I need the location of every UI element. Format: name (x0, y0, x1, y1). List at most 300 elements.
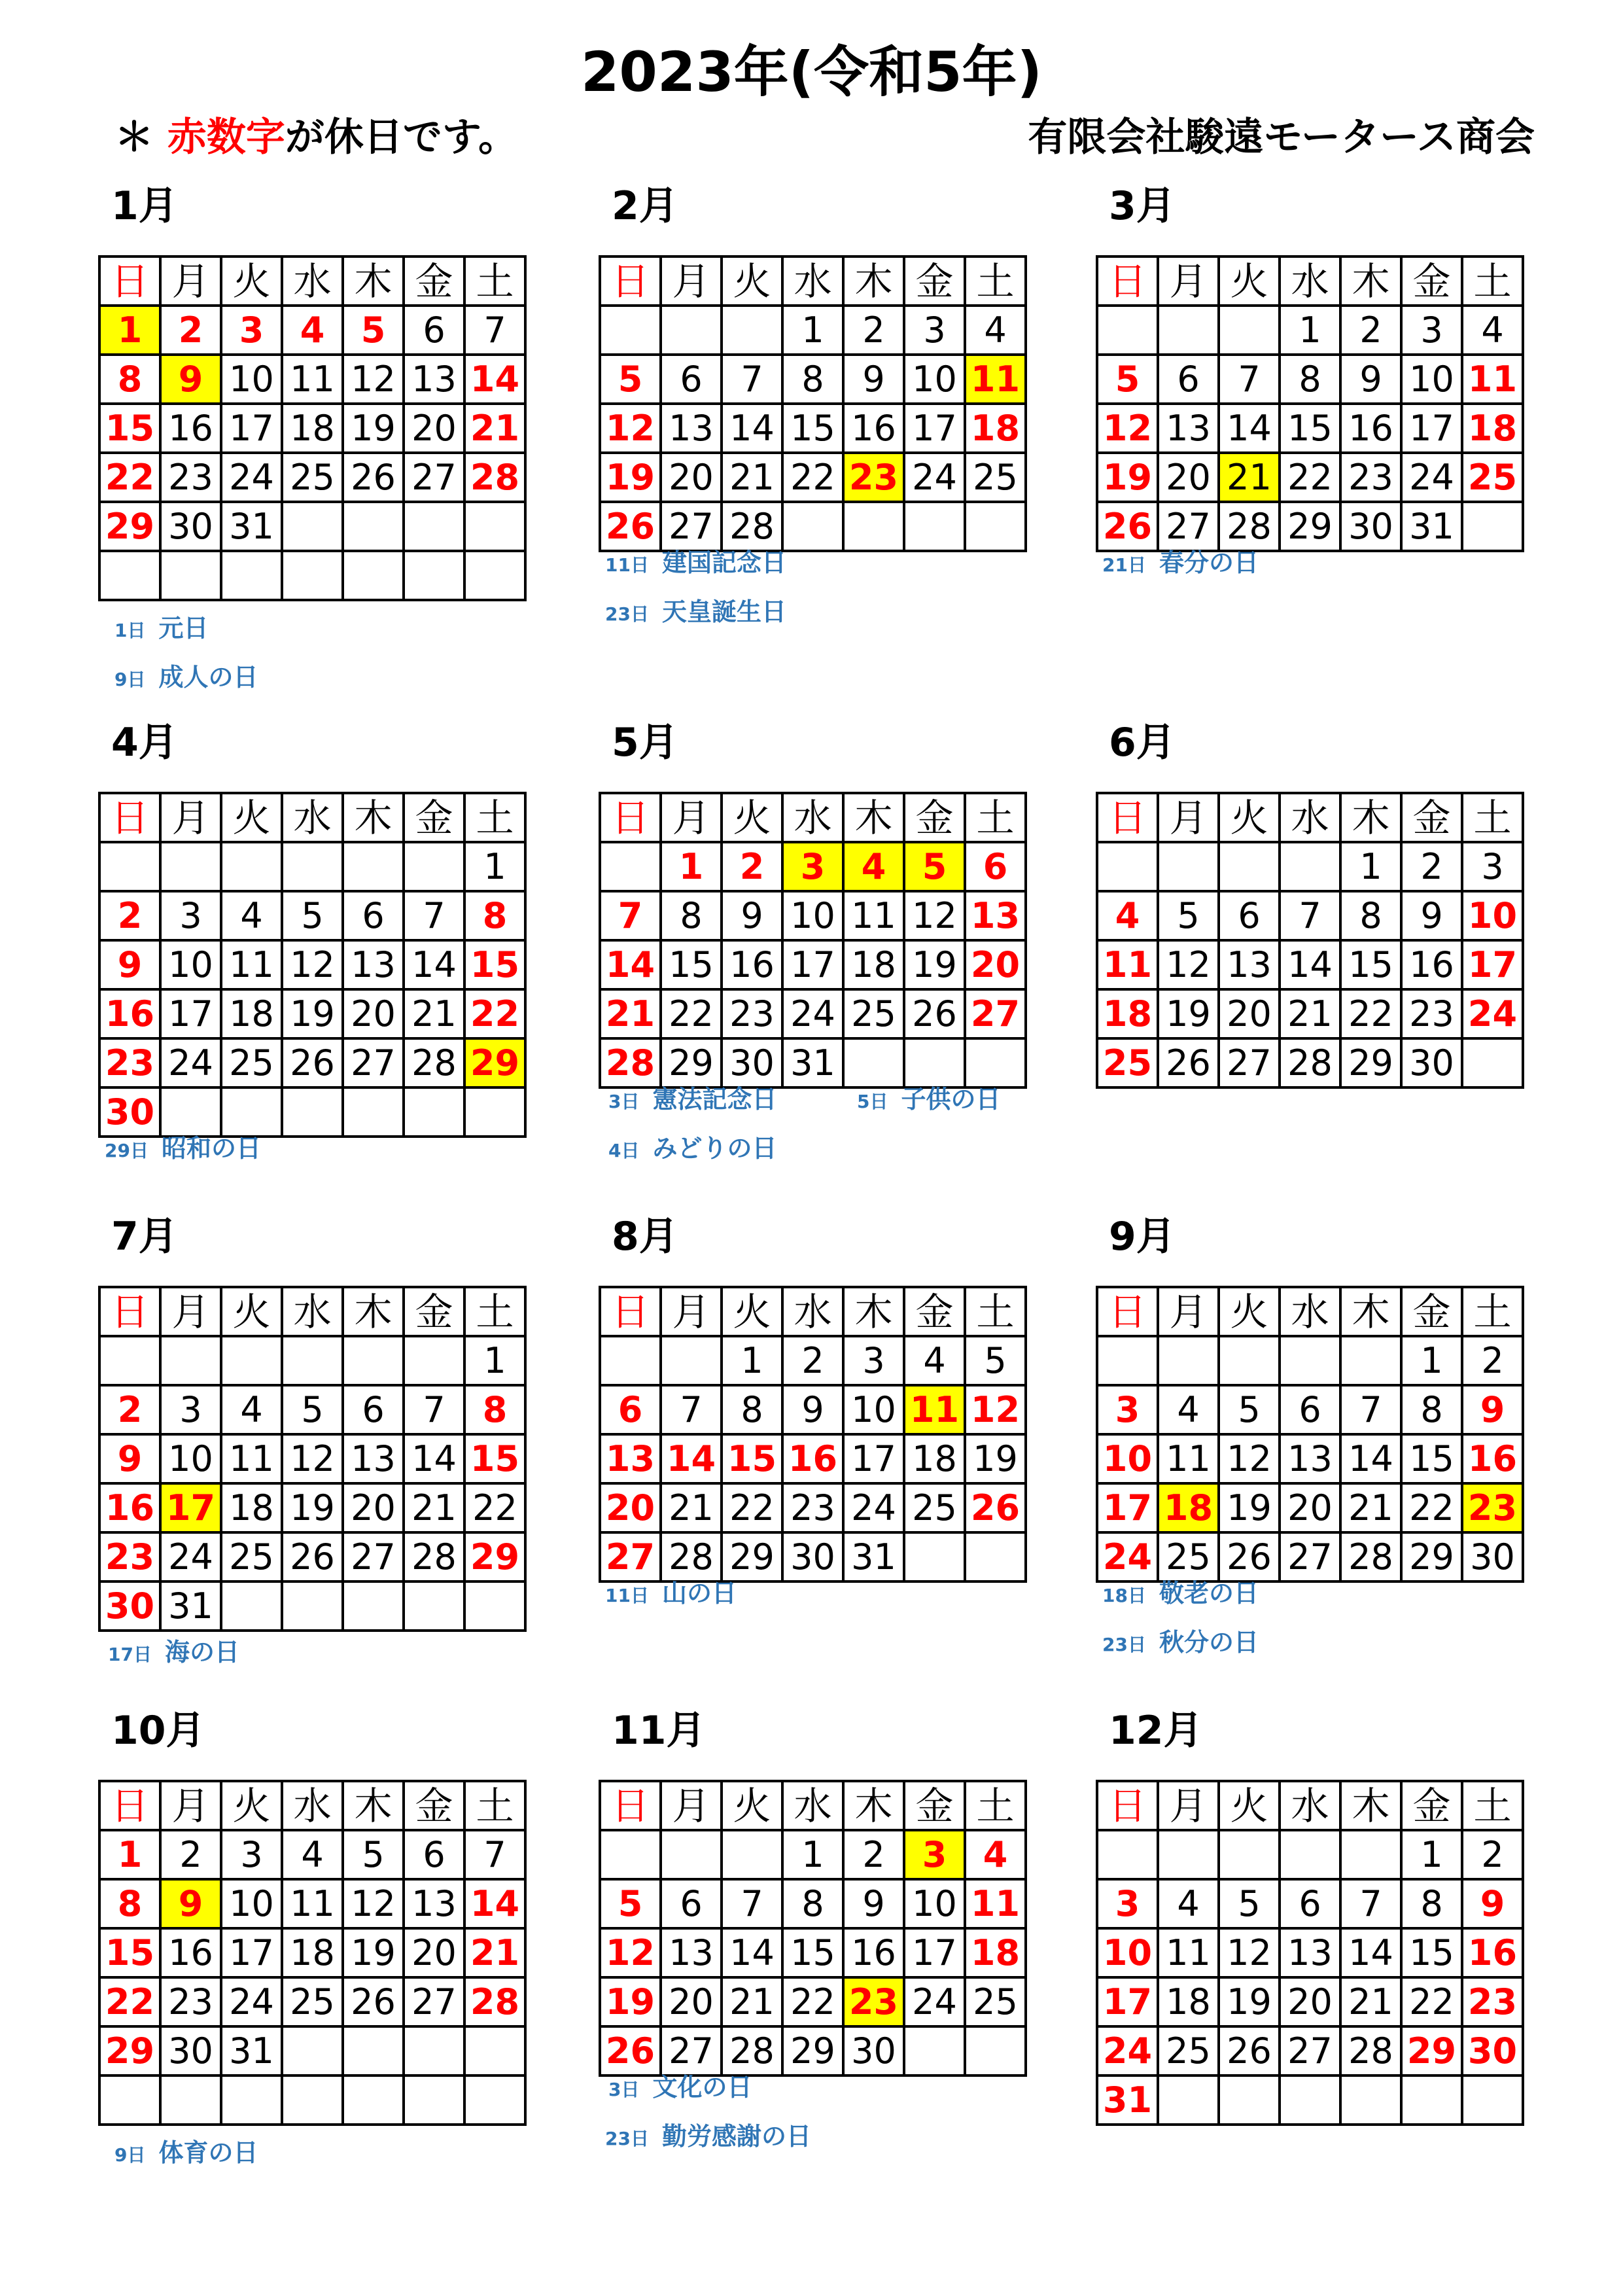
week-row (1097, 453, 1523, 502)
empty-cell (843, 502, 904, 551)
day-cell: 16 (1340, 404, 1401, 453)
day-cell: 7 (1219, 355, 1280, 404)
day-cell: 16 (782, 1434, 843, 1483)
day-cell: 1 (782, 306, 843, 355)
day-cell: 3 (904, 1830, 965, 1879)
day-cell: 1 (99, 1830, 160, 1879)
day-cell: 21 (1340, 1977, 1401, 2026)
day-cell: 17 (904, 404, 965, 453)
empty-cell (1158, 306, 1219, 355)
day-cell: 27 (404, 453, 464, 502)
day-cell: 3 (221, 1830, 282, 1879)
month-calendar-table (1096, 792, 1524, 1089)
day-cell: 10 (904, 355, 965, 404)
weekday-header: 水 (1280, 1287, 1340, 1336)
week-row (1097, 355, 1523, 404)
day-cell: 29 (99, 502, 160, 551)
day-cell: 3 (1097, 1385, 1158, 1434)
day-cell: 12 (343, 355, 404, 404)
weekday-header: 土 (965, 256, 1026, 306)
day-cell: 23 (843, 1977, 904, 2026)
week-row (99, 453, 525, 502)
day-cell: 27 (1219, 1038, 1280, 1087)
empty-cell (282, 1336, 343, 1385)
day-cell: 22 (1401, 1977, 1462, 2026)
day-cell: 25 (221, 1532, 282, 1581)
day-cell: 26 (1097, 502, 1158, 551)
holiday-note-day: 3日 (608, 1091, 640, 1112)
day-cell: 19 (1158, 989, 1219, 1038)
day-cell: 11 (1158, 1928, 1219, 1977)
day-cell: 21 (404, 989, 464, 1038)
day-cell: 22 (1280, 453, 1340, 502)
holiday-note (108, 1633, 239, 1674)
month-title: 11月 (612, 1708, 706, 1754)
empty-cell (1219, 1830, 1280, 1879)
empty-cell (404, 551, 464, 600)
weekday-header: 金 (404, 256, 464, 306)
empty-cell (343, 2075, 404, 2125)
day-cell: 19 (600, 453, 661, 502)
day-cell: 1 (1401, 1336, 1462, 1385)
empty-cell (404, 502, 464, 551)
weekday-header: 月 (1158, 793, 1219, 842)
empty-cell (99, 551, 160, 600)
day-cell: 8 (464, 891, 525, 940)
day-cell: 21 (1219, 453, 1280, 502)
weekday-header: 水 (282, 1781, 343, 1830)
day-cell: 12 (904, 891, 965, 940)
day-cell: 15 (464, 1434, 525, 1483)
day-cell: 17 (221, 404, 282, 453)
day-cell: 3 (843, 1336, 904, 1385)
holiday-note (605, 2117, 811, 2159)
weekday-header: 土 (464, 793, 525, 842)
week-row (1097, 404, 1523, 453)
weekday-header: 木 (843, 256, 904, 306)
day-cell: 21 (1280, 989, 1340, 1038)
week-row (99, 2075, 525, 2125)
day-cell: 2 (1462, 1830, 1523, 1879)
day-cell: 11 (1462, 355, 1523, 404)
day-cell: 7 (1340, 1879, 1401, 1928)
empty-cell (1158, 2075, 1219, 2125)
day-cell: 13 (1280, 1434, 1340, 1483)
empty-cell (221, 1336, 282, 1385)
day-cell: 10 (904, 1879, 965, 1928)
empty-cell (160, 2075, 221, 2125)
empty-cell (343, 1336, 404, 1385)
empty-cell (1462, 1038, 1523, 1087)
day-cell: 2 (843, 1830, 904, 1879)
day-cell: 8 (661, 891, 722, 940)
holiday-note-name: 憲法記念日 (652, 1085, 777, 1114)
weekday-header: 日 (600, 256, 661, 306)
day-cell: 25 (965, 453, 1026, 502)
day-cell: 21 (722, 453, 782, 502)
day-cell: 26 (343, 453, 404, 502)
day-cell: 9 (1340, 355, 1401, 404)
day-cell: 17 (160, 989, 221, 1038)
empty-cell (160, 551, 221, 600)
day-cell: 31 (160, 1581, 221, 1631)
day-cell: 8 (99, 355, 160, 404)
day-cell: 18 (1158, 1483, 1219, 1532)
company-name: 有限会社駿遠モータース商会 (1028, 115, 1535, 160)
empty-cell (464, 1087, 525, 1137)
empty-cell (1280, 842, 1340, 891)
week-row (1097, 1385, 1523, 1434)
week-row (1097, 1928, 1523, 1977)
holiday-note-day: 18日 (1102, 1585, 1146, 1606)
day-cell: 18 (965, 1928, 1026, 1977)
empty-cell (343, 2026, 404, 2075)
day-cell: 30 (722, 1038, 782, 1087)
day-cell: 16 (1462, 1434, 1523, 1483)
day-cell: 25 (843, 989, 904, 1038)
week-row (1097, 842, 1523, 891)
weekday-header: 金 (1401, 1781, 1462, 1830)
month-title: 8月 (612, 1214, 678, 1260)
week-row (99, 1928, 525, 1977)
month-calendar-table (599, 792, 1027, 1089)
day-cell: 13 (661, 404, 722, 453)
empty-cell (1158, 1830, 1219, 1879)
weekday-header: 月 (661, 1781, 722, 1830)
day-cell: 28 (722, 2026, 782, 2075)
day-cell: 2 (160, 1830, 221, 1879)
weekday-header: 水 (282, 793, 343, 842)
day-cell: 2 (782, 1336, 843, 1385)
day-cell: 31 (221, 502, 282, 551)
day-cell: 16 (99, 989, 160, 1038)
week-row (99, 1977, 525, 2026)
day-cell: 28 (1340, 1532, 1401, 1581)
day-cell: 19 (282, 1483, 343, 1532)
day-cell: 27 (404, 1977, 464, 2026)
day-cell: 14 (1340, 1434, 1401, 1483)
weekday-header: 火 (722, 1287, 782, 1336)
weekday-header: 水 (1280, 793, 1340, 842)
day-cell: 27 (343, 1038, 404, 1087)
day-cell: 11 (1158, 1434, 1219, 1483)
empty-cell (600, 1336, 661, 1385)
day-cell: 25 (282, 1977, 343, 2026)
empty-cell (404, 1087, 464, 1137)
week-row (600, 1879, 1026, 1928)
empty-cell (221, 842, 282, 891)
day-cell: 16 (843, 404, 904, 453)
holiday-note-name: 秋分の日 (1159, 1628, 1259, 1657)
day-cell: 19 (904, 940, 965, 989)
day-cell: 2 (160, 306, 221, 355)
day-cell: 22 (661, 989, 722, 1038)
day-cell: 12 (1219, 1928, 1280, 1977)
empty-cell (343, 1087, 404, 1137)
day-cell: 22 (464, 989, 525, 1038)
day-cell: 6 (965, 842, 1026, 891)
day-cell: 30 (160, 502, 221, 551)
day-cell: 19 (1097, 453, 1158, 502)
day-cell: 19 (965, 1434, 1026, 1483)
week-row (99, 1830, 525, 1879)
day-cell: 26 (343, 1977, 404, 2026)
day-cell: 24 (221, 1977, 282, 2026)
day-cell: 24 (782, 989, 843, 1038)
day-cell: 4 (1097, 891, 1158, 940)
empty-cell (221, 551, 282, 600)
weekday-header: 日 (600, 793, 661, 842)
weekday-header: 金 (1401, 1287, 1462, 1336)
day-cell: 14 (722, 404, 782, 453)
month-title: 10月 (111, 1708, 205, 1754)
day-cell: 20 (1219, 989, 1280, 1038)
day-cell: 15 (464, 940, 525, 989)
holiday-note-day: 23日 (1102, 1634, 1146, 1655)
empty-cell (1219, 306, 1280, 355)
weekday-header: 木 (843, 1781, 904, 1830)
week-row (1097, 1434, 1523, 1483)
holiday-note-day: 11日 (605, 1585, 649, 1606)
empty-cell (404, 1581, 464, 1631)
empty-cell (904, 502, 965, 551)
week-row (99, 502, 525, 551)
day-cell: 9 (1462, 1385, 1523, 1434)
weekday-header: 木 (1340, 1781, 1401, 1830)
day-cell: 2 (1340, 306, 1401, 355)
weekday-header-row (1097, 256, 1523, 306)
day-cell: 15 (661, 940, 722, 989)
day-cell: 18 (965, 404, 1026, 453)
day-cell: 2 (99, 891, 160, 940)
day-cell: 20 (1158, 453, 1219, 502)
weekday-header: 月 (1158, 256, 1219, 306)
day-cell: 7 (1280, 891, 1340, 940)
day-cell: 28 (1340, 2026, 1401, 2075)
month-title: 2月 (612, 183, 678, 229)
day-cell: 14 (464, 1879, 525, 1928)
day-cell: 6 (1158, 355, 1219, 404)
empty-cell (404, 2075, 464, 2125)
weekday-header-row (600, 1781, 1026, 1830)
weekday-header: 日 (1097, 256, 1158, 306)
day-cell: 11 (843, 891, 904, 940)
day-cell: 9 (1401, 891, 1462, 940)
day-cell: 24 (843, 1483, 904, 1532)
day-cell: 29 (1401, 2026, 1462, 2075)
empty-cell (965, 2026, 1026, 2075)
day-cell: 11 (1097, 940, 1158, 989)
weekday-header: 日 (99, 1287, 160, 1336)
day-cell: 17 (160, 1483, 221, 1532)
weekday-header: 金 (904, 793, 965, 842)
empty-cell (1280, 1336, 1340, 1385)
day-cell: 25 (1158, 1532, 1219, 1581)
day-cell: 23 (843, 453, 904, 502)
day-cell: 7 (464, 1830, 525, 1879)
day-cell: 29 (782, 2026, 843, 2075)
day-cell: 18 (282, 404, 343, 453)
day-cell: 31 (843, 1532, 904, 1581)
day-cell: 15 (1401, 1434, 1462, 1483)
holiday-note-name: 成人の日 (158, 663, 258, 692)
day-cell: 27 (661, 502, 722, 551)
weekday-header: 水 (782, 1287, 843, 1336)
weekday-header: 土 (464, 1287, 525, 1336)
week-row (600, 1928, 1026, 1977)
weekday-header: 金 (1401, 256, 1462, 306)
empty-cell (99, 2075, 160, 2125)
day-cell: 10 (782, 891, 843, 940)
day-cell: 4 (1158, 1879, 1219, 1928)
day-cell: 17 (1401, 404, 1462, 453)
day-cell: 5 (282, 891, 343, 940)
empty-cell (404, 2026, 464, 2075)
day-cell: 26 (600, 2026, 661, 2075)
empty-cell (1462, 502, 1523, 551)
day-cell: 23 (722, 989, 782, 1038)
day-cell: 26 (904, 989, 965, 1038)
day-cell: 27 (343, 1532, 404, 1581)
weekday-header-row (600, 793, 1026, 842)
day-cell: 5 (600, 355, 661, 404)
weekday-header: 水 (282, 1287, 343, 1336)
day-cell: 20 (404, 1928, 464, 1977)
day-cell: 25 (965, 1977, 1026, 2026)
week-row (99, 1532, 525, 1581)
holiday-note-name: 建国記念日 (661, 548, 786, 577)
weekday-header: 土 (965, 793, 1026, 842)
day-cell: 12 (282, 940, 343, 989)
day-cell: 23 (782, 1483, 843, 1532)
weekday-header: 水 (282, 256, 343, 306)
day-cell: 3 (160, 1385, 221, 1434)
day-cell: 6 (600, 1385, 661, 1434)
day-cell: 6 (343, 1385, 404, 1434)
day-cell: 13 (965, 891, 1026, 940)
weekday-header: 金 (404, 793, 464, 842)
holiday-note-day: 9日 (114, 2144, 146, 2166)
day-cell: 29 (1280, 502, 1340, 551)
empty-cell (282, 2075, 343, 2125)
holiday-note-name: 文化の日 (652, 2073, 752, 2102)
weekday-header: 木 (1340, 1287, 1401, 1336)
empty-cell (722, 1830, 782, 1879)
weekday-header: 火 (221, 1781, 282, 1830)
day-cell: 5 (282, 1385, 343, 1434)
day-cell: 24 (1462, 989, 1523, 1038)
day-cell: 7 (722, 355, 782, 404)
empty-cell (1340, 1830, 1401, 1879)
day-cell: 28 (1219, 502, 1280, 551)
day-cell: 19 (1219, 1483, 1280, 1532)
empty-cell (661, 306, 722, 355)
empty-cell (1097, 1830, 1158, 1879)
day-cell: 29 (464, 1038, 525, 1087)
day-cell: 22 (722, 1483, 782, 1532)
day-cell: 19 (1219, 1977, 1280, 2026)
weekday-header: 月 (160, 793, 221, 842)
day-cell: 29 (722, 1532, 782, 1581)
day-cell: 12 (965, 1385, 1026, 1434)
day-cell: 19 (282, 989, 343, 1038)
weekday-header: 木 (1340, 793, 1401, 842)
day-cell: 7 (722, 1879, 782, 1928)
month-calendar-table (1096, 1780, 1524, 2126)
week-row (1097, 1879, 1523, 1928)
page-title: 2023年(令和5年) (580, 40, 1043, 104)
day-cell: 17 (843, 1434, 904, 1483)
day-cell: 6 (661, 355, 722, 404)
day-cell: 3 (1401, 306, 1462, 355)
day-cell: 9 (722, 891, 782, 940)
day-cell: 31 (221, 2026, 282, 2075)
empty-cell (99, 842, 160, 891)
weekday-header: 日 (99, 793, 160, 842)
day-cell: 25 (1462, 453, 1523, 502)
day-cell: 10 (1401, 355, 1462, 404)
day-cell: 14 (404, 940, 464, 989)
weekday-header-row (99, 1781, 525, 1830)
holiday-note (605, 543, 786, 585)
holiday-note-name: 海の日 (164, 1638, 239, 1667)
weekday-header: 火 (722, 1781, 782, 1830)
day-cell: 8 (1280, 355, 1340, 404)
weekday-header: 日 (600, 1287, 661, 1336)
day-cell: 30 (1401, 1038, 1462, 1087)
day-cell: 11 (221, 1434, 282, 1483)
week-row (1097, 306, 1523, 355)
week-row (1097, 1830, 1523, 1879)
day-cell: 15 (1280, 404, 1340, 453)
day-cell: 16 (160, 1928, 221, 1977)
day-cell: 17 (1097, 1977, 1158, 2026)
weekday-header: 土 (1462, 256, 1523, 306)
empty-cell (464, 2075, 525, 2125)
holiday-note-day: 11日 (605, 554, 649, 576)
day-cell: 30 (1462, 2026, 1523, 2075)
empty-cell (464, 551, 525, 600)
day-cell: 13 (600, 1434, 661, 1483)
day-cell: 1 (782, 1830, 843, 1879)
day-cell: 4 (1158, 1385, 1219, 1434)
month-title: 3月 (1109, 183, 1176, 229)
weekday-header: 月 (160, 256, 221, 306)
holiday-note (114, 2133, 258, 2175)
weekday-header: 土 (464, 1781, 525, 1830)
day-cell: 1 (464, 842, 525, 891)
holiday-note-day: 1日 (114, 620, 146, 641)
day-cell: 15 (722, 1434, 782, 1483)
weekday-header: 日 (99, 1781, 160, 1830)
day-cell: 9 (782, 1385, 843, 1434)
day-cell: 8 (464, 1385, 525, 1434)
weekday-header: 金 (404, 1781, 464, 1830)
weekday-header: 月 (661, 256, 722, 306)
day-cell: 13 (404, 1879, 464, 1928)
empty-cell (904, 2026, 965, 2075)
day-cell: 22 (1340, 989, 1401, 1038)
empty-cell (1097, 306, 1158, 355)
day-cell: 26 (1219, 1532, 1280, 1581)
week-row (99, 891, 525, 940)
week-row (600, 1830, 1026, 1879)
week-row (99, 989, 525, 1038)
day-cell: 17 (221, 1928, 282, 1977)
week-row (1097, 1977, 1523, 2026)
day-cell: 12 (600, 404, 661, 453)
day-cell: 3 (1462, 842, 1523, 891)
